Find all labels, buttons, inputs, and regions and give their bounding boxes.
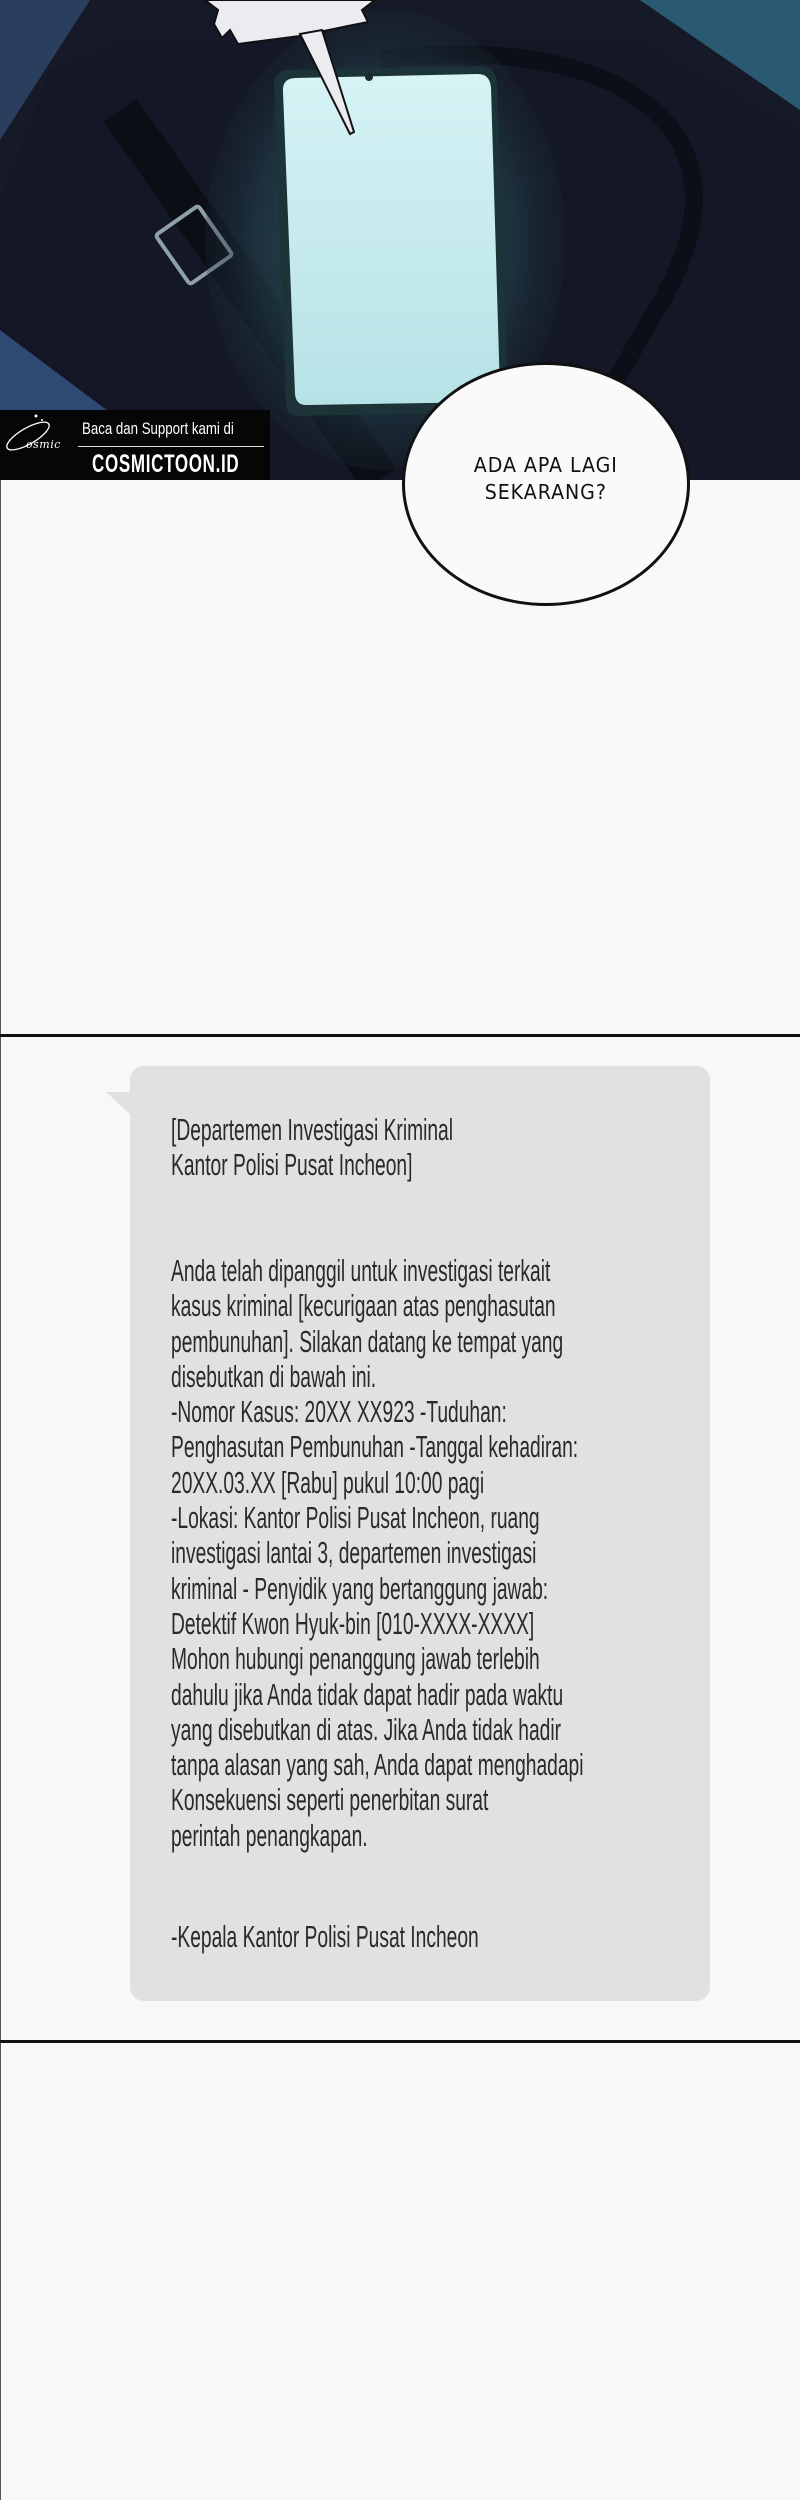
sms-body-line: yang disebutkan di atas. Jika Anda tidak hadir <box>171 1711 561 1747</box>
watermark-logo-text: osmic <box>26 438 61 451</box>
sms-body-line: Mohon hubungi penanggung jawab terlebih <box>171 1641 540 1677</box>
comic-panel-phone <box>0 0 800 480</box>
sms-signature <box>171 1919 506 1954</box>
sms-message-bubble <box>130 1066 710 2001</box>
sms-body-line: kasus kriminal [kecurigaan atas penghasutan <box>171 1288 556 1324</box>
speech-bubble <box>402 362 690 606</box>
sms-body-line: disebutkan di bawah ini. <box>171 1358 377 1394</box>
cosmic-logo-icon <box>0 410 52 462</box>
sms-header-line: [Departemen Investigasi Kriminal <box>171 1112 454 1147</box>
sms-body <box>171 1253 584 1853</box>
panel-divider-top <box>0 1034 800 1037</box>
panel-left-border <box>0 480 1 2500</box>
sms-body-line: kriminal - Penyidik yang bertanggung jawab: <box>171 1570 549 1606</box>
phone-on-bag-illustration <box>0 0 800 480</box>
watermark-badge <box>0 410 270 480</box>
sms-body-line: Konsekuensi seperti penerbitan surat <box>171 1782 489 1818</box>
sms-header <box>171 1112 506 1183</box>
panel-divider-bottom <box>0 2040 800 2043</box>
sms-body-line: tanpa alasan yang sah, Anda dapat menghadapi <box>171 1747 584 1783</box>
speech-line: ADA APA LAGI <box>473 453 619 477</box>
sms-body-line: dahulu jika Anda tidak dapat hadir pada waktu <box>171 1676 564 1712</box>
watermark-divider <box>78 446 264 447</box>
sms-body-line: pembunuhan]. Silakan datang ke tempat yang <box>171 1323 564 1359</box>
sms-body-line: -Nomor Kasus: 20XX XX923 -Tuduhan: <box>171 1394 507 1430</box>
sms-body-line: 20XX.03.XX [Rabu] pukul 10:00 pagi <box>171 1464 485 1500</box>
sms-signature-line: -Kepala Kantor Polisi Pusat Incheon <box>171 1919 479 1954</box>
speech-bubble-text <box>474 452 618 506</box>
sms-body-line: Penghasutan Pembunuhan -Tanggal kehadiran: <box>171 1429 579 1465</box>
sms-body-line: investigasi lantai 3, departemen investigasi <box>171 1535 537 1571</box>
watermark-site-name: COSMICTOON.ID <box>92 450 240 478</box>
speech-line: SEKARANG? <box>484 480 608 504</box>
sms-header-line: Kantor Polisi Pusat Incheon] <box>171 1147 413 1183</box>
sms-body-line: Detektif Kwon Hyuk-bin [010-XXXX-XXXX] <box>171 1605 535 1641</box>
sms-body-line: Anda telah dipanggil untuk investigasi terkait <box>171 1253 551 1288</box>
watermark-tagline: Baca dan Support kami di <box>82 419 234 438</box>
sms-body-line: -Lokasi: Kantor Polisi Pusat Incheon, ruang <box>171 1500 540 1536</box>
sms-body-line: perintah penangkapan. <box>171 1817 368 1853</box>
